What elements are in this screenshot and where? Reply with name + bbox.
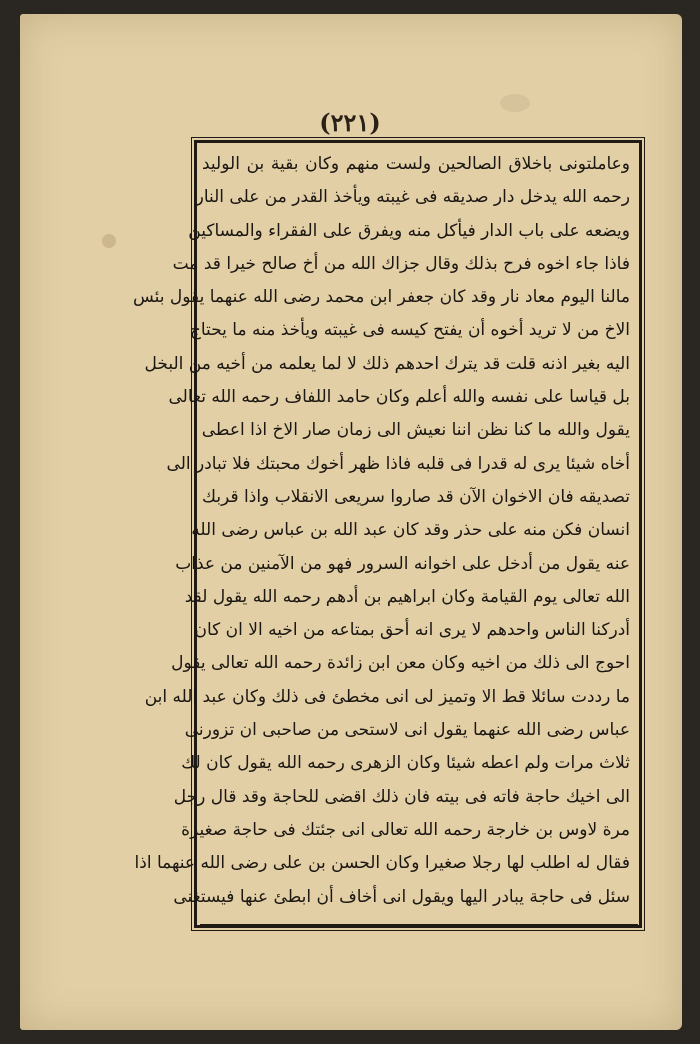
text-line: أخاه شيئا يرى له قدرا فى قلبه فاذا ظهر أخوك محبتك فلا تبادر الى (166, 453, 630, 474)
text-line: احوج الى ذلك من اخيه وكان معن ابن زائدة رحمه الله تعالى يقول (171, 653, 630, 674)
frame-shadow-line (200, 924, 638, 927)
text-line: ثلاث مرات ولم اعطه شيئا وكان الزهرى رحمه الله يقول كان لك (181, 753, 630, 774)
text-line: اليه بغير اذنه قلت قد يترك احدهم ذلك لا لما يعلمه من أخيه من البخل (144, 353, 630, 374)
text-line: تصديقه فان الاخوان الآن قد صاروا سريعى الانقلاب واذا قربك (202, 486, 630, 507)
text-line: عباس رضى الله عنهما يقول انى لاستحى من صاحبى ان تزورنى (184, 720, 630, 741)
text-line: مرة لاوس بن خارجة رحمه الله تعالى انى جئتك فى حاجة صغيرة (181, 819, 630, 840)
text-line: الله تعالى يوم القيامة وكان ابراهيم بن أدهم رحمه الله يقول لقد (184, 586, 630, 607)
text-line: انسان فكن منه على حذر وقد كان عبد الله بن عباس رضى الله (191, 520, 630, 541)
text-line: فقال له اطلب لها رجلا صغيرا وكان الحسن بن على رضى الله عنهما اذا (134, 853, 630, 874)
text-line: يقول والله ما كنا نظن اننا نعيش الى زمان صار الاخ اذا اعطى (201, 420, 630, 441)
text-line: فاذا جاء اخوه فرح بذلك وقال جزاك الله من أخ صالح خيرا قد مت (172, 253, 630, 274)
text-line: ما رددت سائلا قط الا وتميز لى انى مخطئ فى ذلك وكان عبد الله ابن (144, 686, 630, 707)
text-line: ويضعه على باب الدار فيأكل منه ويفرق على الفقراء والمساكين (188, 220, 630, 241)
text-line: رحمه الله يدخل دار صديقه فى غيبته ويأخذ القدر من على النار (195, 187, 630, 208)
text-line: مالنا اليوم معاد نار وقد كان جعفر ابن محمد رضى الله عنهما يقول بئس (132, 287, 630, 308)
text-line: سئل فى حاجة يبادر اليها ويقول انى أخاف أن ابطئ عنها فيستغنى (173, 886, 630, 907)
arabic-text-block (132, 148, 630, 914)
text-line: بل قياسا على نفسه والله أعلم وكان حامد اللفاف رحمه الله تعالى (168, 387, 630, 408)
text-line: الى اخيك حاجة فاته فى بيته فان ذلك اقضى للحاجة وقد قال رجل (173, 786, 630, 807)
text-line: عنه يقول من أدخل على اخوانه السرور فهو من الآمنين من عذاب (175, 553, 630, 574)
page-number: (٢٢١) (319, 108, 381, 137)
text-line: وعاملتونى باخلاق الصالحين ولست منهم وكان بقية بن الوليد (202, 154, 630, 174)
text-line: أدركنا الناس واحدهم لا يرى انه أحق بمتاعه من اخيه الا ان كان (194, 620, 630, 641)
text-line: الاخ من لا تريد أخوه أن يفتح كيسه فى غيبته ويأخذ منه ما يحتاج (189, 320, 630, 341)
paper-stain (102, 234, 116, 248)
